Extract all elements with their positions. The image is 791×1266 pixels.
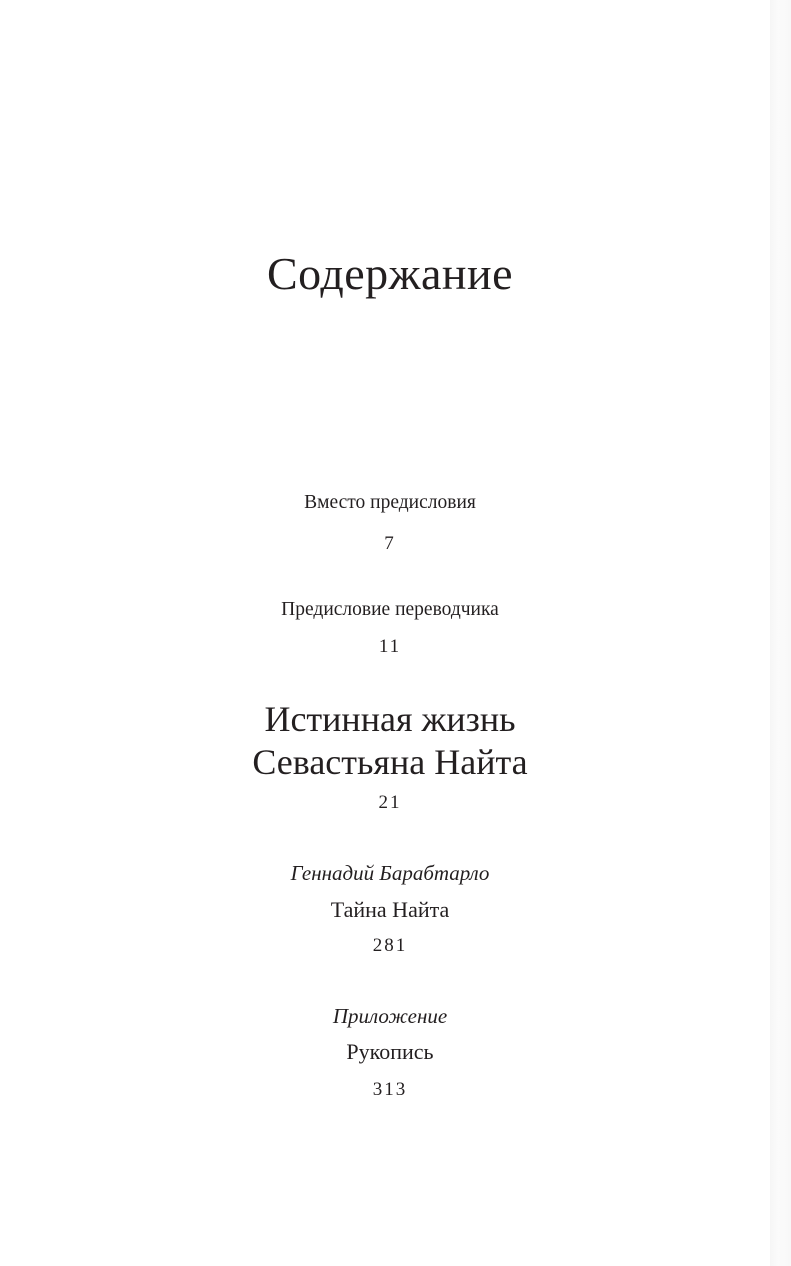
toc-entry-foreword-page: 7 xyxy=(384,533,396,554)
toc-essay-title: Тайна Найта xyxy=(330,897,450,922)
toc-essay-page: 281 xyxy=(372,935,408,956)
page-title: Содержание xyxy=(266,248,514,299)
page-edge-shadow xyxy=(770,0,791,1266)
toc-appendix-page: 313 xyxy=(372,1079,408,1100)
toc-appendix-title: Рукопись xyxy=(346,1039,434,1064)
toc-main-work-title-line2: Севастьяна Найта xyxy=(252,742,528,782)
toc-main-work-title-line1: Истинная жизнь xyxy=(264,699,516,739)
toc-entry-foreword-title: Вместо предисловия xyxy=(304,492,476,513)
toc-essay-author: Геннадий Барабтарло xyxy=(290,861,490,885)
toc-entry-translator-preface-title: Предисловие переводчика xyxy=(281,599,499,620)
toc-appendix-label: Приложение xyxy=(332,1004,448,1028)
toc-main-work-page: 21 xyxy=(378,792,402,813)
toc-entry-translator-preface-page: 11 xyxy=(378,636,402,657)
